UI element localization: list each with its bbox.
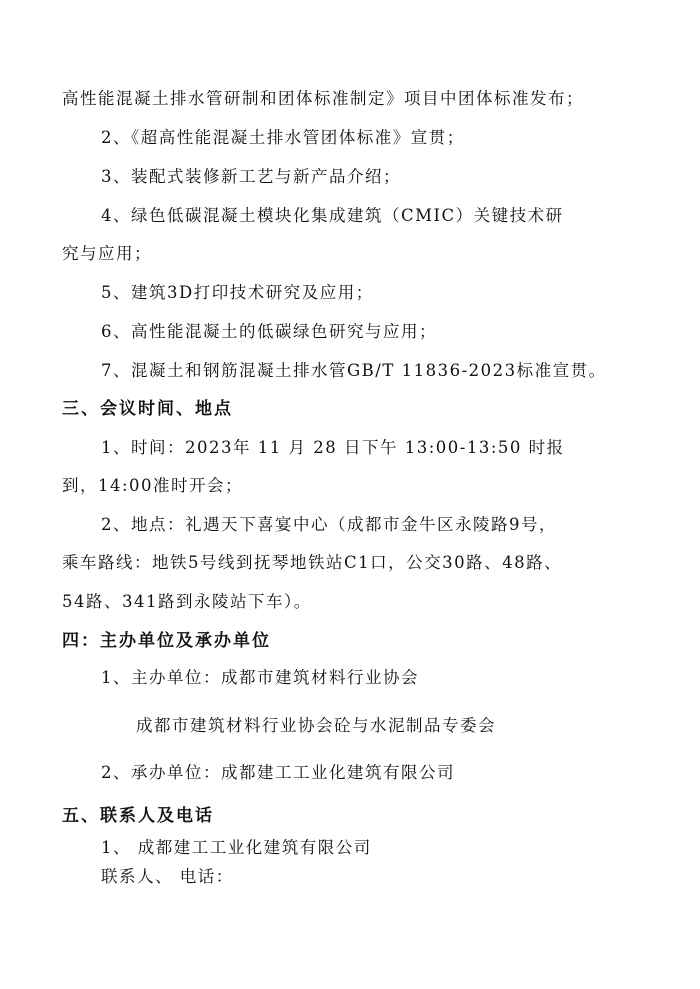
- section-heading: 三、会议时间、地点: [62, 399, 233, 419]
- contact-person-phone: 联系人、 电话：: [101, 867, 234, 886]
- meeting-time-continuation: 到，14:00准时开会；: [62, 476, 244, 495]
- organizer-unit: 2、承办单位：成都建工工业化建筑有限公司: [101, 763, 455, 782]
- section-heading: 四：主办单位及承办单位: [62, 631, 271, 651]
- list-item: 3、装配式装修新工艺与新产品介绍；: [101, 167, 401, 186]
- list-item: 7、混凝土和钢筋混凝土排水管GB/T 11836-2023标准宣贯。: [101, 361, 607, 380]
- meeting-route: 乘车路线：地铁5号线到抚琴地铁站C1口，公交30路、48路、: [62, 553, 563, 572]
- list-item: 2、《超高性能混凝土排水管团体标准》宣贯；: [101, 128, 465, 147]
- section-heading: 五、联系人及电话: [62, 806, 214, 826]
- meeting-time: 1、时间：2023年 11 月 28 日下午 13:00-13:50 时报: [101, 438, 565, 457]
- list-item: 6、高性能混凝土的低碳绿色研究与应用；: [101, 322, 437, 341]
- meeting-route-continuation: 54路、341路到永陵站下车）。: [62, 592, 312, 611]
- list-item: 4、绿色低碳混凝土模块化集成建筑（CMIC）关键技术研: [101, 206, 564, 225]
- host-unit: 1、主办单位：成都市建筑材料行业协会: [101, 668, 419, 687]
- text-line: 高性能混凝土排水管研制和团体标准制定》项目中团体标准发布；: [62, 89, 584, 108]
- list-item: 5、建筑3D打印技术研究及应用；: [101, 283, 374, 302]
- host-unit-secondary: 成都市建筑材料行业协会砼与水泥制品专委会: [136, 716, 496, 735]
- contact-company: 1、 成都建工工业化建筑有限公司: [101, 838, 372, 857]
- list-item-continuation: 究与应用；: [62, 244, 152, 263]
- meeting-place: 2、地点：礼遇天下喜宴中心（成都市金牛区永陵路9号，: [101, 515, 557, 534]
